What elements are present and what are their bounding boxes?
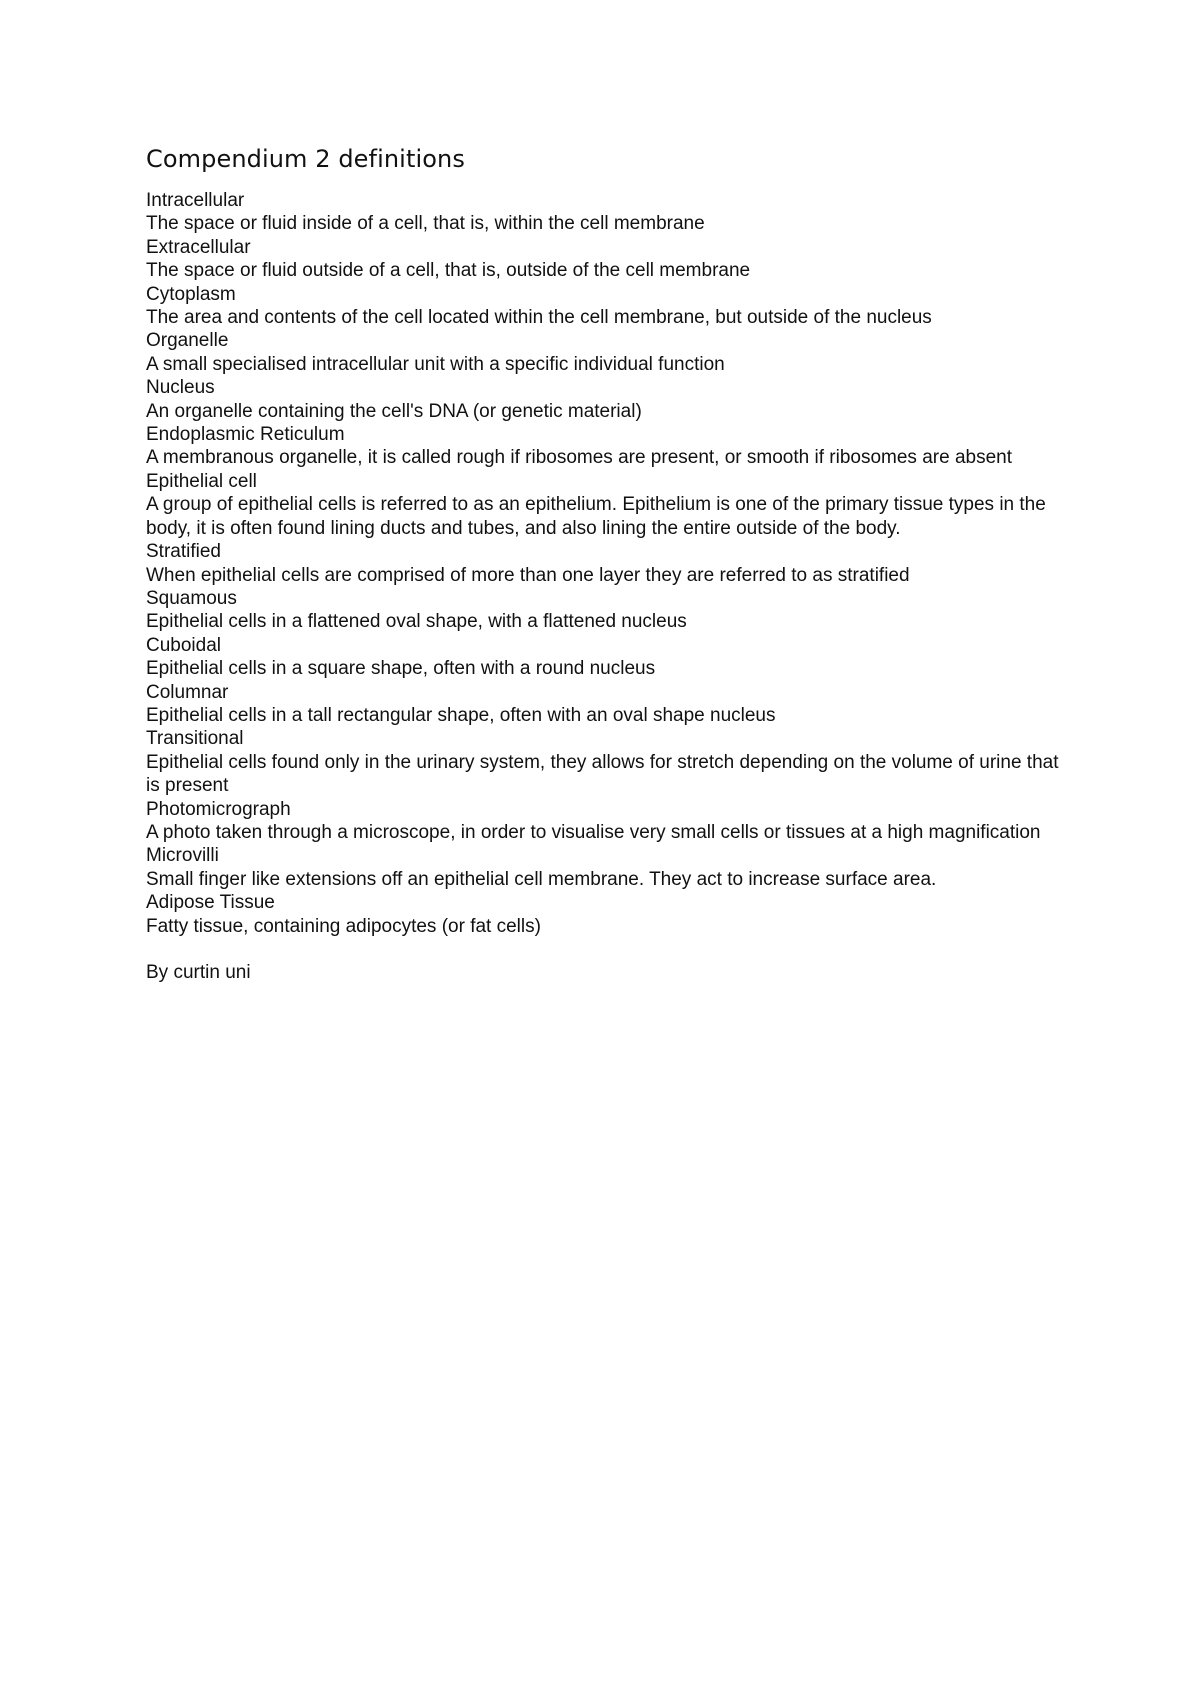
- term: Microvilli: [146, 845, 219, 867]
- term: Organelle: [146, 330, 229, 352]
- document-content: [146, 141, 1066, 1003]
- definition: Small finger like extensions off an epithelial cell membrane. They act to increase surface area.: [146, 868, 937, 890]
- definition: Fatty tissue, containing adipocytes (or fat cells): [146, 915, 541, 937]
- definitions-list: [146, 189, 1066, 938]
- definition: When epithelial cells are comprised of more than one layer they are referred to as stratified: [146, 564, 910, 586]
- definition: Epithelial cells in a flattened oval shape, with a flattened nucleus: [146, 611, 687, 633]
- term: Cytoplasm: [146, 283, 236, 305]
- definition: Epithelial cells found only in the urinary system, they allows for stretch depending on the volume of urine that is present: [146, 751, 1059, 797]
- term: Nucleus: [146, 377, 215, 399]
- term: Photomicrograph: [146, 798, 291, 820]
- term: Stratified: [146, 541, 221, 563]
- definition: Epithelial cells in a tall rectangular shape, often with an oval shape nucleus: [146, 704, 776, 726]
- definition: Epithelial cells in a square shape, often with a round nucleus: [146, 658, 656, 680]
- term: Epithelial cell: [146, 470, 257, 492]
- definition: A membranous organelle, it is called rough if ribosomes are present, or smooth if ribosomes are absent: [146, 447, 1012, 469]
- term: Intracellular: [146, 190, 245, 211]
- term: Cuboidal: [146, 634, 221, 656]
- definition: An organelle containing the cell's DNA (or genetic material): [146, 400, 642, 422]
- definition: A small specialised intracellular unit with a specific individual function: [146, 353, 725, 375]
- definition: The area and contents of the cell located within the cell membrane, but outside of the nucleus: [146, 307, 932, 329]
- footer-note: By curtin uni: [146, 962, 251, 983]
- definition: A group of epithelial cells is referred to as an epithelium. Epithelium is one of the primary tissue types in the body, it is often found lining ducts and tubes, and also lining the entire outside of the body.: [146, 494, 1046, 539]
- definition: A photo taken through a microscope, in order to visualise very small cells or tissues at a high magnification: [146, 821, 1041, 843]
- term: Endoplasmic Reticulum: [146, 424, 345, 446]
- definition: The space or fluid inside of a cell, that is, within the cell membrane: [146, 213, 705, 235]
- document-title: Compendium 2 definitions: [146, 145, 465, 173]
- term: Squamous: [146, 587, 237, 609]
- term: Columnar: [146, 681, 229, 703]
- definition: The space or fluid outside of a cell, that is, outside of the cell membrane: [146, 260, 751, 282]
- term: Extracellular: [146, 236, 251, 258]
- term: Transitional: [146, 728, 244, 750]
- term: Adipose Tissue: [146, 892, 275, 914]
